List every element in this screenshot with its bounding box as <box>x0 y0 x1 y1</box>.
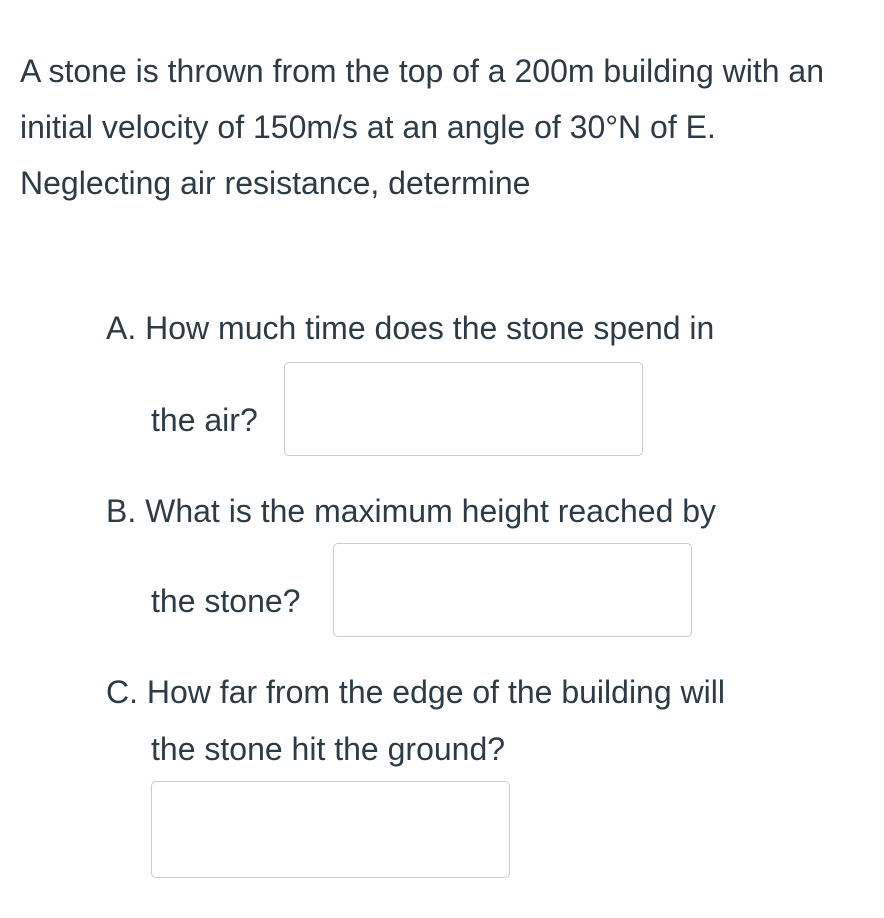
question-intro: A stone is thrown from the top of a 200m building with an initial velocity of 150m/s at an angle of 30°N of E. Neglecting air resistance, determine <box>20 53 825 201</box>
part-b-prompt: B. What is the maximum height reached by <box>106 493 717 529</box>
part-a-prompt-continued: the air? <box>151 402 258 438</box>
part-c-prompt: C. How far from the edge of the building will <box>106 674 725 710</box>
part-b-prompt-continued: the stone? <box>151 583 301 619</box>
part-b-answer-input[interactable] <box>333 543 692 637</box>
part-c-answer-input[interactable] <box>151 781 510 878</box>
part-a-prompt: A. How much time does the stone spend in <box>106 310 715 346</box>
part-a-answer-input[interactable] <box>284 362 643 456</box>
part-c-prompt-continued: the stone hit the ground? <box>151 731 506 767</box>
